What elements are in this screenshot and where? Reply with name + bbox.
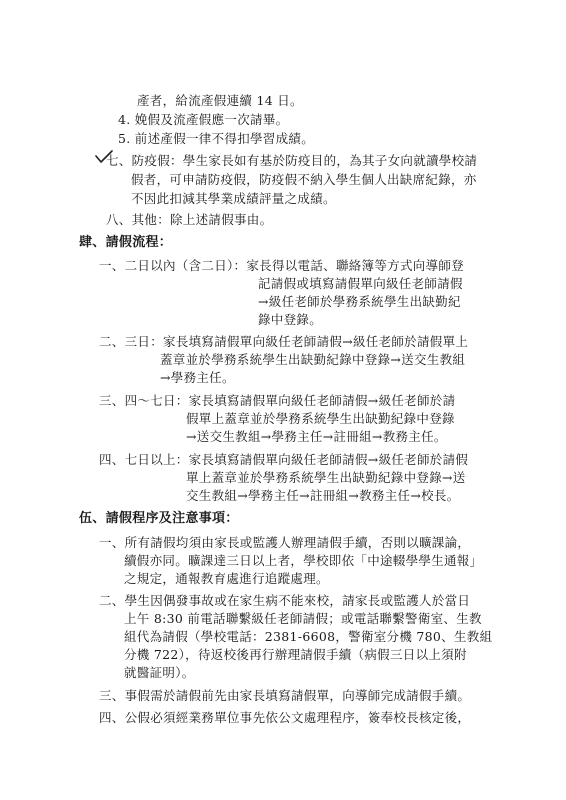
process-1-line-3: →級任老師於學務系統學生出缺勤紀 <box>258 294 461 309</box>
process-2-line-1: 二、三日：家長填寫請假單向級任老師請假→級任老師於請假單上 <box>99 334 469 349</box>
process-1-line-4: 錄中登錄。 <box>258 312 323 327</box>
note-1-line-1: 一、所有請假均須由家長或監護人辦理請假手續，否則以曠課論， <box>99 535 471 550</box>
note-1-line-2: 續假亦同。曠課達三日以上者，學校即依「中途輟學學生通報」 <box>124 553 483 568</box>
note-2-line-1: 二、學生因偶發事故或在家生病不能來校，請家長或監護人於當日 <box>99 593 471 608</box>
process-4-line-1: 四、七日以上：家長填寫請假單向級任老師請假→級任老師於請假 <box>99 452 469 467</box>
note-2-line-3: 組代為請假（學校電話：2381-6608，警衛室分機 780、生教組 <box>124 629 493 644</box>
note-1-line-3: 之規定，通報教育處進行追蹤處理。 <box>124 571 329 586</box>
maternity-line-2: 4. 娩假及流產假應一次請畢。 <box>118 112 289 127</box>
process-3-line-2: 假單上蓋章並於學務系統學生出缺勤紀錄中登錄 <box>186 411 455 426</box>
note-2-line-5: 就醫証明）。 <box>124 665 195 680</box>
section-heading-procedures: 伍、請假程序及注意事項： <box>79 511 239 526</box>
process-4-line-2: 單上蓋章並於學務系統學生出缺勤紀錄中登錄→送 <box>186 470 466 485</box>
note-3-line-1: 三、事假需於請假前先由家長填寫請假單，向導師完成請假手續。 <box>99 688 471 703</box>
process-1-line-1: 一、二日以內（含二日）：家長得以電話、聯絡簿等方式向導師登 <box>99 258 464 273</box>
process-1-line-2: 記請假或填寫請假單向級任老師請假 <box>258 276 463 291</box>
quarantine-leave-line-2: 假者，可申請防疫假，防疫假不納入學生個人出缺席紀錄，亦 <box>131 172 477 187</box>
note-2-line-4: 分機 722），待返校後再行辦理請假手續（病假三日以上須附 <box>124 647 467 662</box>
note-4-line-1: 四、公假必須經業務單位事先依公文處理程序，簽奉校長核定後， <box>99 710 471 725</box>
other-leave-line: 八、其他：除上述請假事由。 <box>106 212 273 227</box>
quarantine-leave-line-1: 七、防疫假：學生家長如有基於防疫目的，為其子女向就讀學校請 <box>106 153 478 168</box>
process-3-line-1: 三、四～七日：家長填寫請假單向級任老師請假→級任老師於請 <box>99 393 456 408</box>
section-heading-leave-process: 肆、請假流程： <box>79 235 173 250</box>
process-2-line-2: 蓋章並於學務系統學生出缺勤紀錄中登錄→送交生教組 <box>160 352 466 367</box>
process-2-line-3: →學務主任。 <box>160 370 235 385</box>
quarantine-leave-line-3: 不因此扣減其學業成績評量之成績。 <box>131 191 336 206</box>
maternity-line-1: 產者，給流產假連續 14 日。 <box>137 93 303 108</box>
process-3-line-3: →送交生教組→學務主任→註冊組→教務主任。 <box>186 429 447 444</box>
process-4-line-3: 交生教組→學務主任→註冊組→教務主任→校長。 <box>186 488 460 503</box>
note-2-line-2: 上午 8:30 前電話聯繫級任老師請假；或電話聯繫警衛室、生教 <box>124 611 482 626</box>
maternity-line-3: 5. 前述產假一律不得扣學習成績。 <box>118 131 315 146</box>
